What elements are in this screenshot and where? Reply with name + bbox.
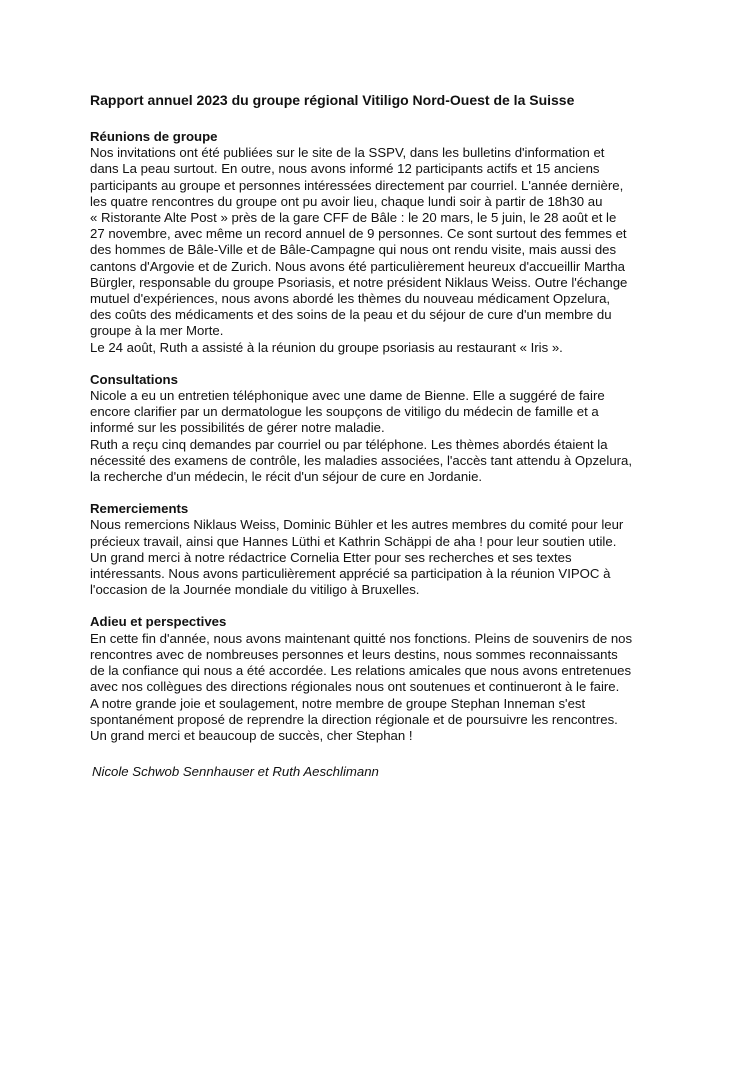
section-heading: Réunions de groupe <box>90 129 218 144</box>
section-heading: Remerciements <box>90 501 189 517</box>
section-heading: Adieu et perspectives <box>90 614 227 630</box>
section-heading: Consultations <box>90 371 178 387</box>
section-reunions <box>90 129 670 356</box>
section-adieu <box>90 614 670 744</box>
paragraph: Nous remercions Niklaus Weiss, Dominic Bühler et les autres membres du comité pour leur précieux travail, ainsi que Hannes Lüthi et Kathrin Schäppi de aha ! pour leur soutien utile. Un grand merci à notre rédactrice Cornelia Etter pour ses recherches et ses textes intéressants. Nous avons particulièrement apprécié sa participation à la réunion VIPOC à l'occasion de la Journée mondiale du vitiligo à Bruxelles. <box>90 517 624 598</box>
paragraph: Ruth a reçu cinq demandes par courriel ou par téléphone. Les thèmes abordés étaient la nécessité des examens de contrôle, les maladies associées, l'accès tant attendu à Opzelura, la recherche d'un médecin, le récit d'un séjour de cure en Jordanie. <box>90 436 633 485</box>
paragraph: Le 24 août, Ruth a assisté à la réunion du groupe psoriasis au restaurant « Iris ». <box>90 339 563 355</box>
document-page <box>90 90 670 780</box>
signature: Nicole Schwob Sennhauser et Ruth Aeschlimann <box>92 764 379 780</box>
paragraph: En cette fin d'année, nous avons maintenant quitté nos fonctions. Pleins de souvenirs de nos rencontres avec de nombreuses personnes et leurs destins, nous sommes reconnaissants de la confiance qui nous a été accordée. Les relations amicales que nous avons entretenues avec nos collègues des directions régionales nous ont soutenues et continueront à le faire. <box>90 630 633 695</box>
document-title: Rapport annuel 2023 du groupe régional Vitiligo Nord-Ouest de la Suisse <box>90 92 575 108</box>
paragraph: A notre grande joie et soulagement, notre membre de groupe Stephan Inneman s'est spontanément proposé de reprendre la direction régionale et de poursuivre les rencontres. Un grand merci et beaucoup de succès, cher Stephan ! <box>90 695 618 743</box>
section-consultations <box>90 372 670 485</box>
section-remerciements <box>90 501 670 598</box>
paragraph: Nos invitations ont été publiées sur le site de la SSPV, dans les bulletins d'information et dans La peau surtout. En outre, nous avons informé 12 participants actifs et 15 anciens participants au groupe et personnes intéressées directement par courriel. L'année dernière, les quatre rencontres du groupe ont pu avoir lieu, chaque lundi soir à partir de 18h30 au « Ristorante Alte Post » près de la gare CFF de Bâle : le 20 mars, le 5 juin, le 28 août et le 27 novembre, avec même un record annuel de 9 personnes. Ce sont surtout des femmes et des hommes de Bâle-Ville et de Bâle-Campagne qui nous ont rendu visite, mais aussi des cantons d'Argovie et de Zurich. Nous avons été particulièrement heureux d'accueillir Martha Bürgler, responsable du groupe Psoriasis, et notre président Niklaus Weiss. Outre l'échange mutuel d'expériences, nous avons abordé les thèmes du nouveau médicament Opzelura, des coûts des médicaments et des soins de la peau et du séjour de cure d'un membre du groupe à la mer Morte. <box>90 145 628 339</box>
paragraph: Nicole a eu un entretien téléphonique avec une dame de Bienne. Elle a suggéré de faire encore clarifier par un dermatologue les soupçons de vitiligo du médecin de famille et a informé sur les possibilités de gérer notre maladie. <box>90 388 605 436</box>
